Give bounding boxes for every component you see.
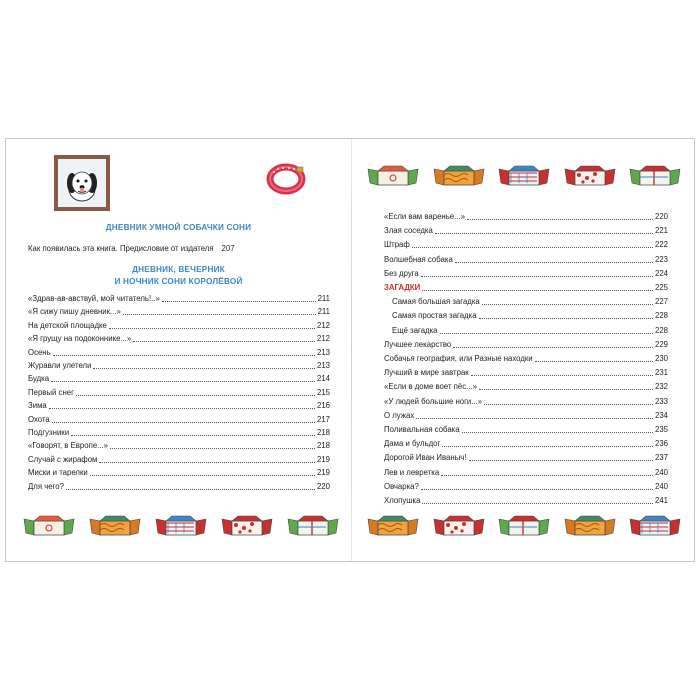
toc-entry-title: «У людей большие ноги...» [384,396,483,406]
toc-entry-title: Случай с жирафом [28,454,98,464]
dot-leader [93,368,315,369]
toc-entry-title: ЗАГАДКИ [384,283,421,292]
toc-entry[interactable] [384,452,668,463]
dot-leader [455,262,653,263]
dot-leader [453,347,653,348]
toc-entry-page: 212 [316,334,330,344]
red-collar-icon [264,161,308,197]
toc-entry-page: 214 [316,374,330,384]
striped-box-icon [628,511,682,546]
toc-entry-page: 218 [316,441,330,451]
toc-entry-page: 225 [654,283,668,292]
striped-box-icon [154,511,208,546]
toc-entry-title: Лучшее лекарство [384,339,452,349]
toc-entry-title: «Говорят, в Европе...» [28,441,108,451]
toc-entry-title: Волшебная собака [384,254,453,264]
toc-entry-page: 228 [654,311,668,321]
toc-entry-page: 213 [316,361,330,370]
toc-entry-page: 218 [316,428,330,437]
toc-entry-page: 207 [221,244,235,253]
toc-entry-title: Хлопушка [384,496,421,505]
toc-entry-page: 216 [316,401,330,411]
striped-box-icon [497,161,551,196]
toc-entry-title: Как появилась эта книга. Предисловие от издателя [28,244,214,253]
dot-leader [422,503,653,504]
toc-entry-title: Для чего? [28,481,64,491]
toc-entry[interactable] [28,427,330,438]
toc-entry-page: 237 [654,453,668,463]
dot-leader [441,475,653,476]
toc-entry-page: 223 [654,254,668,264]
dot-leader [469,460,653,461]
toc-entry[interactable] [384,367,668,378]
dot-leader [76,395,315,396]
dot-leader [66,489,315,490]
section-heading-diary: ДНЕВНИК УМНОЙ СОБАЧКИ СОНИ [105,223,252,232]
toc-entry-page: 241 [654,496,668,505]
wrapped-box-icon [286,511,340,546]
toc-entry[interactable] [28,360,330,371]
toc-entry[interactable] [384,353,668,364]
toc-entry[interactable] [28,243,330,254]
toc-entry[interactable] [384,211,668,222]
toc-entry-page: 236 [654,439,668,449]
dot-leader [123,314,316,315]
dot-leader [421,276,653,277]
toc-entry-title: Миски и тарелки [28,468,88,478]
toc-entry-title: Злая соседка [384,226,433,236]
toc-entry[interactable] [28,414,330,425]
orange-box-icon [563,511,617,546]
section-heading-evening-diary-line2: И НОЧНИК СОНИ КОРОЛЁВОЙ [114,277,243,286]
toc-entry-page: 235 [654,425,668,434]
toc-entry-page: 215 [316,387,330,397]
toc-entry-page: 233 [654,396,668,406]
dot-leader [99,462,315,463]
toc-entry-title: Охота [28,414,50,424]
right-page [352,139,696,561]
toc-entry[interactable] [28,333,330,344]
polka-dot-box-icon [432,511,486,546]
dot-leader [484,404,653,405]
toc-entry[interactable] [28,400,330,411]
toc-entry-title: Поливальная собака [384,425,460,434]
polka-dot-box-icon [563,161,617,196]
toc-entry-title: «Если вам варенье...» [384,212,465,221]
toc-entry-title: Самая большая загадка [392,297,480,307]
toc-entry-page: 219 [316,468,330,478]
toc-entry-page: 229 [654,339,668,349]
toc-entry-title: Штраф [384,240,410,250]
toc-entry-title: Дорогой Иван Иваныч! [384,453,467,463]
decorative-boxes-left [22,511,340,546]
polka-dot-box-icon [220,511,274,546]
toc-entry-page: 240 [654,481,668,491]
toc-entry[interactable] [384,310,668,321]
toc-entry[interactable] [384,254,668,265]
toc-entry[interactable] [28,347,330,358]
dot-leader [90,475,315,476]
orange-box-icon [432,161,486,196]
toc-entry[interactable] [384,225,668,236]
toc-entry-page: 220 [316,481,330,491]
toc-entry-page: 232 [654,382,668,392]
toc-entry-page: 219 [316,454,330,464]
toc-entry[interactable] [384,296,668,307]
dot-leader [109,328,315,329]
toc-entry-title: Ещё загадка [392,325,438,335]
orange-box-icon [88,511,142,546]
book-spread [5,138,695,562]
toc-entry[interactable] [28,467,330,478]
toc-entry-title: Самая простая загадка [392,311,477,321]
green-box-icon [366,161,420,196]
toc-entry-page: 224 [654,268,668,278]
toc-entry-title: Овчарка? [384,481,419,491]
dot-leader [162,301,316,302]
toc-entry-title: «Я грущу на подоконнике...» [28,334,132,344]
toc-entry-title: Первый снег [28,387,74,397]
wrapped-box-icon [497,511,551,546]
dot-leader [412,247,653,248]
toc-entry-page: 228 [654,325,668,335]
dot-leader [482,304,653,305]
toc-entry-title: Будка [28,374,50,384]
dot-leader [110,448,315,449]
toc-entry[interactable] [28,481,330,492]
toc-entry-page: 220 [654,212,668,221]
dot-leader [479,389,653,390]
toc-entry-page: 212 [316,320,330,330]
dot-leader [53,355,315,356]
toc-entry[interactable] [28,440,330,451]
toc-entry-title: «Здрав-ав-авствуй, мой читатель!..» [28,294,160,303]
toc-entry[interactable] [384,495,668,506]
toc-entry[interactable] [28,320,330,331]
toc-entry-title: На детской площадке [28,320,107,330]
dot-leader [479,318,653,319]
toc-entry[interactable] [384,268,668,279]
toc-entry-title: Зима [28,401,47,411]
toc-entry-title: Лучший в мире завтрак [384,368,469,378]
section-heading-evening-diary-line1: ДНЕВНИК, ВЕЧЕРНИК [132,265,225,274]
toc-entry-title: Подгузники [28,428,70,437]
dot-leader [422,290,653,291]
dot-leader [442,446,653,447]
dot-leader [421,489,653,490]
dot-leader [52,422,315,423]
toc-entry[interactable] [384,396,668,407]
toc-entry[interactable] [28,306,330,317]
toc-entry-page: 230 [654,354,668,363]
dot-leader [467,219,653,220]
dot-leader [462,432,653,433]
toc-entry-title: О лужах [384,410,415,420]
toc-entry[interactable] [28,293,330,304]
toc-entry[interactable] [384,282,668,293]
green-box-icon [22,511,76,546]
dot-leader [416,418,653,419]
toc-entry-title: Осень [28,347,51,357]
toc-entry-title: Собачья география, или Разные находки [384,354,533,363]
toc-entry-title: Лев и левретка [384,467,440,477]
toc-entry[interactable] [384,239,668,250]
dot-leader [440,333,653,334]
decorative-boxes-right-top [366,161,682,196]
toc-entry[interactable] [28,373,330,384]
toc-entry[interactable] [384,325,668,336]
toc-entry-page: 231 [654,368,668,378]
toc-entry-page: 211 [317,294,330,303]
toc-entry-page: 211 [317,307,330,317]
toc-entry[interactable] [384,438,668,449]
dog-portrait-icon [54,155,110,211]
dot-leader [49,408,315,409]
toc-entry-page: 217 [316,414,330,424]
toc-entry-page: 234 [654,410,668,420]
toc-entry[interactable] [384,467,668,478]
wrapped-box-icon [628,161,682,196]
toc-entry-page: 221 [654,226,668,236]
orange-box-icon [366,511,420,546]
toc-entry[interactable] [28,454,330,465]
toc-entry-page: 240 [654,467,668,477]
toc-entry[interactable] [384,339,668,350]
toc-entry-page: 222 [654,240,668,250]
left-page [6,139,351,561]
toc-entry-title: Без друга [384,268,419,278]
dot-leader [535,361,653,362]
decorative-boxes-right-bottom [366,511,682,546]
toc-entry[interactable] [384,410,668,421]
toc-entry[interactable] [384,381,668,392]
toc-entry-title: Журавли улетели [28,361,92,370]
toc-entry-page: 227 [654,297,668,307]
toc-entry-page: 213 [316,347,330,357]
dot-leader [71,435,315,436]
toc-entry-title: «Я сижу пишу дневник...» [28,307,121,317]
dot-leader [133,341,315,342]
toc-entry[interactable] [384,424,668,435]
toc-entry-title: «Если в доме воет пёс...» [384,382,477,392]
toc-entry[interactable] [28,387,330,398]
dot-leader [51,381,315,382]
dot-leader [471,375,653,376]
toc-entry-title: Дама и бульдог [384,439,441,449]
toc-entry[interactable] [384,481,668,492]
dot-leader [435,233,653,234]
